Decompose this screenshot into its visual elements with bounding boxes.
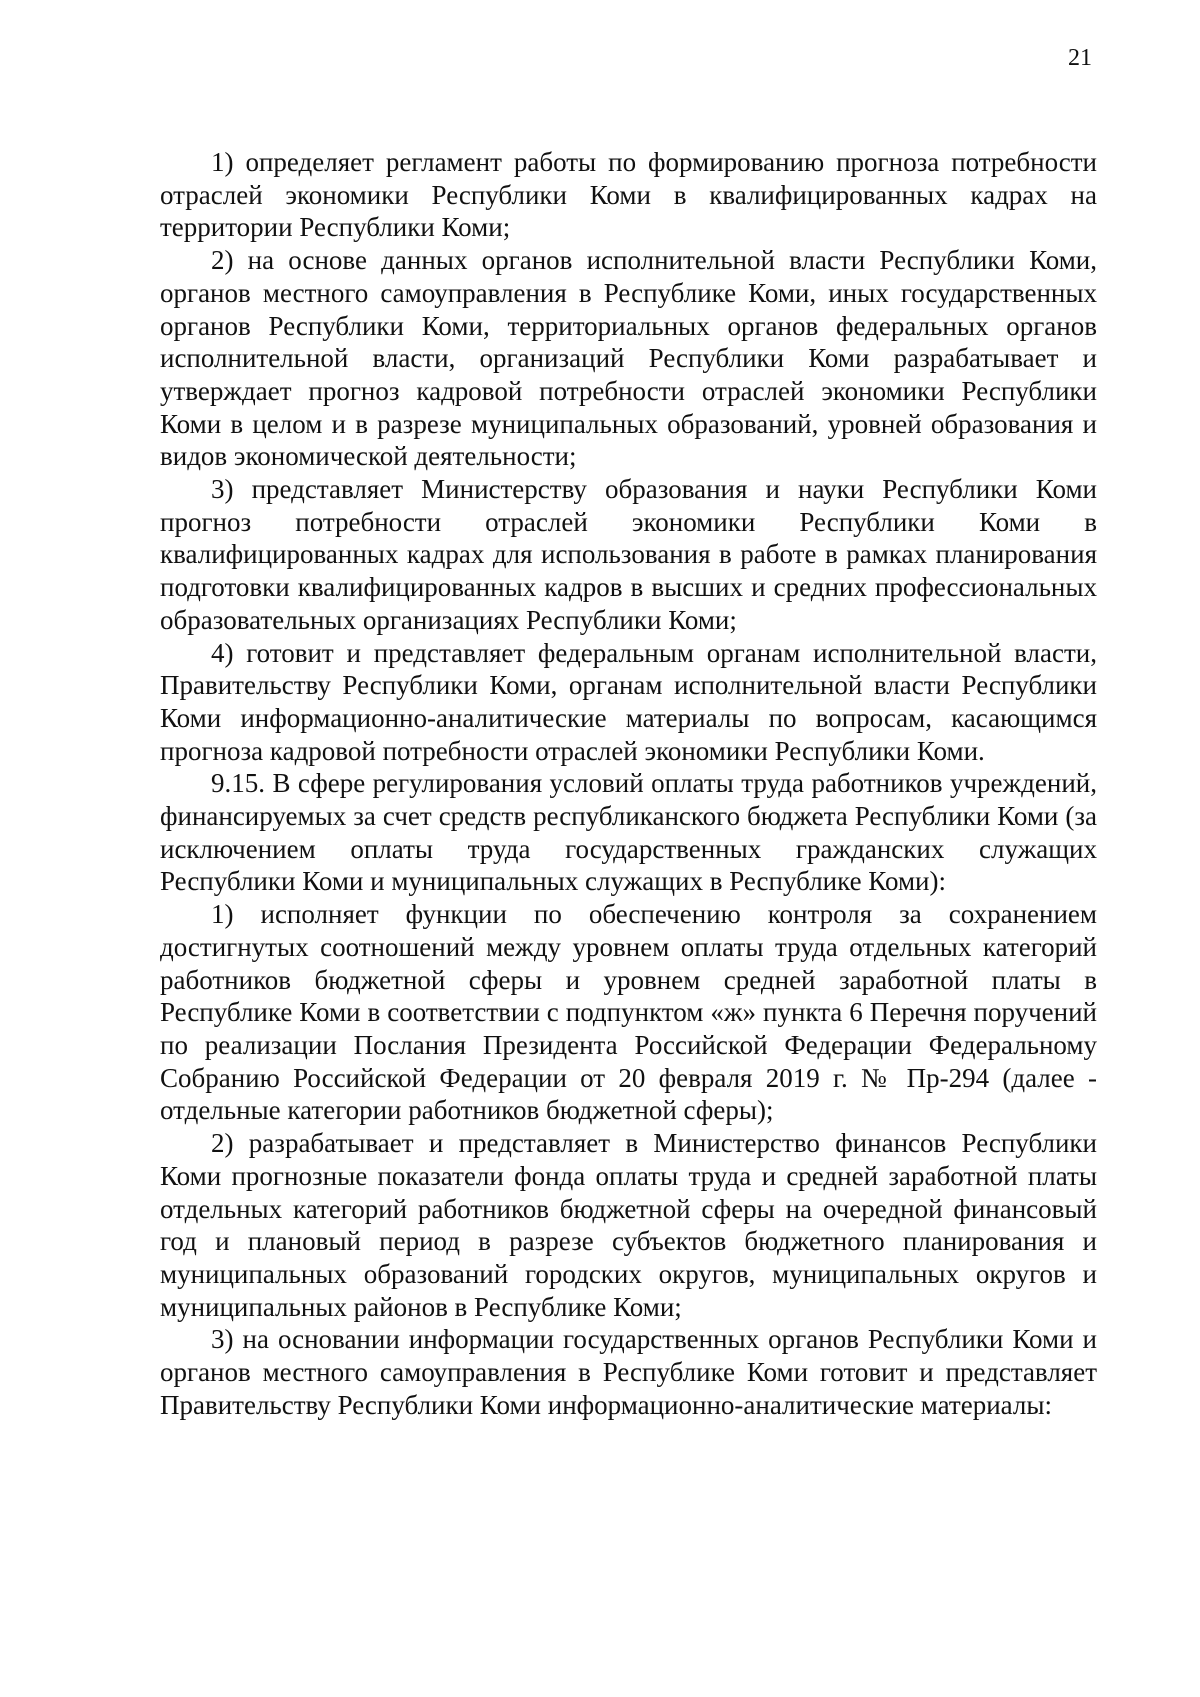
section-9-15-item-3: 3) на основании информации государственных органов Республики Коми и органов местного самоуправления в Республике Коми готовит и представляет Правительству Республики Коми информационно-аналитические материалы: bbox=[160, 1324, 1097, 1420]
section-9-15-item-1: 1) исполняет функции по обеспечению контроля за сохранением достигнутых соотношений между уровнем оплаты труда отдельных категорий работников бюджетной сферы и уровнем средней заработной платы в Республике Коми в соответствии с подпунктом «ж» пункта 6 Перечня поручений по реализации Послания Президента Российской Федерации Федеральному Собранию Российской Федерации от 20 февраля 2019 г. № Пр-294 (далее - отдельные категории работников бюджетной сферы); bbox=[160, 899, 1097, 1126]
document-body bbox=[160, 146, 1097, 1421]
paragraph-1-forecast-regulation: 1) определяет регламент работы по формированию прогноза потребности отраслей экономики Республики Коми в квалифицированных кадрах на территории Республики Коми; bbox=[160, 147, 1097, 243]
paragraph-2-forecast-development: 2) на основе данных органов исполнительной власти Республики Коми, органов местного самоуправления в Республике Коми, иных государственных органов Республики Коми, территориальных органов федеральных органов исполнительной власти, организаций Республики Коми разрабатывает и утверждает прогноз кадровой потребности отраслей экономики Республики Коми в целом и в разрезе муниципальных образований, уровней образования и видов экономической деятельности; bbox=[160, 245, 1097, 472]
page-number: 21 bbox=[1068, 45, 1092, 71]
section-9-15-item-2: 2) разрабатывает и представляет в Министерство финансов Республики Коми прогнозные показатели фонда оплаты труда и средней заработной платы отдельных категорий работников бюджетной сферы на очередной финансовый год и плановый период в разрезе субъектов бюджетного планирования и муниципальных образований городских округов, муниципальных округов и муниципальных районов в Республике Коми; bbox=[160, 1128, 1097, 1322]
paragraph-4-analytical-materials: 4) готовит и представляет федеральным органам исполнительной власти, Правительству Республики Коми, органам исполнительной власти Республики Коми информационно-аналитические материалы по вопросам, касающимся прогноза кадровой потребности отраслей экономики Республики Коми. bbox=[160, 637, 1097, 766]
paragraph-3-forecast-submission: 3) представляет Министерству образования и науки Республики Коми прогноз потребности отраслей экономики Республики Коми в квалифицированных кадрах для использования в работе в рамках планирования подготовки квалифицированных кадров в высших и средних профессиональных образовательных организациях Республики Коми; bbox=[160, 474, 1097, 635]
section-9-15-heading: 9.15. В сфере регулирования условий оплаты труда работников учреждений, финансируемых за счет средств республиканского бюджета Республики Коми (за исключением оплаты труда государственных гражданских служащих Республики Коми и муниципальных служащих в Республике Коми): bbox=[160, 768, 1097, 897]
